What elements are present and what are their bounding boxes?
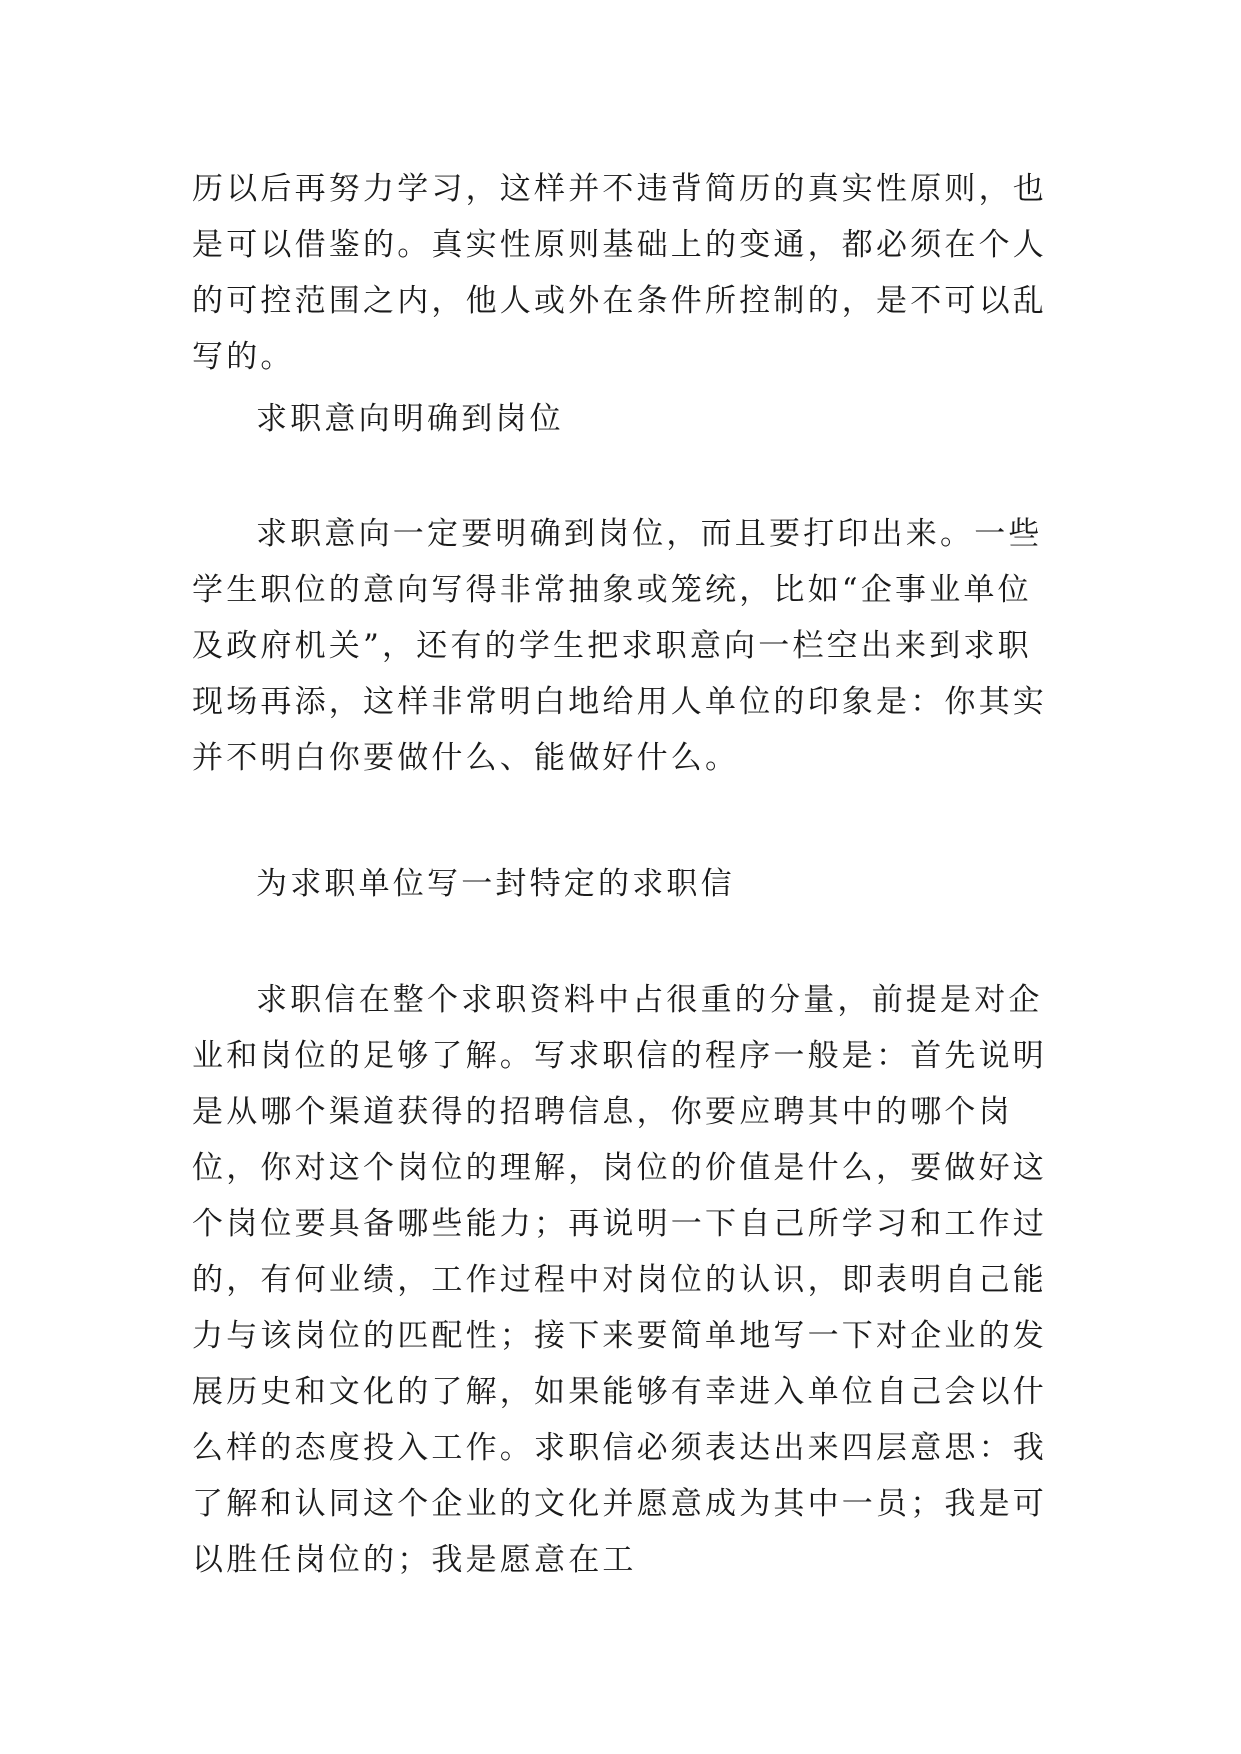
section-heading-job-intention: 求职意向明确到岗位: [256, 401, 564, 437]
section-heading-cover-letter: 为求职单位写一封特定的求职信: [256, 866, 735, 902]
paragraph-job-intention: 求职意向一定要明确到岗位，而且要打印出来。一些学生职位的意向写得非常抽象或笼统，比如“企事业单位及政府机关”，还有的学生把求职意向一栏空出来到求职现场再添，这样非常明白地给用人单位的印象是：你其实并不明白你要做什么、能做好什么。: [192, 516, 1047, 776]
paragraph-continuation: 历以后再努力学习，这样并不违背简历的真实性原则，也是可以借鉴的。真实性原则基础上的变通，都必须在个人的可控范围之内，他人或外在条件所控制的，是不可以乱写的。: [192, 171, 1047, 375]
paragraph-cover-letter: 求职信在整个求职资料中占很重的分量，前提是对企业和岗位的足够了解。写求职信的程序一般是：首先说明是从哪个渠道获得的招聘信息，你要应聘其中的哪个岗位，你对这个岗位的理解，岗位的价值是什么，要做好这个岗位要具备哪些能力；再说明一下自己所学习和工作过的，有何业绩，工作过程中对岗位的认识，即表明自己能力与该岗位的匹配性；接下来要简单地写一下对企业的发展历史和文化的了解，如果能够有幸进入单位自己会以什么样的态度投入工作。求职信必须表达出来四层意思：我了解和认同这个企业的文化并愿意成为其中一员；我是可以胜任岗位的；我是愿意在工: [192, 982, 1047, 1578]
